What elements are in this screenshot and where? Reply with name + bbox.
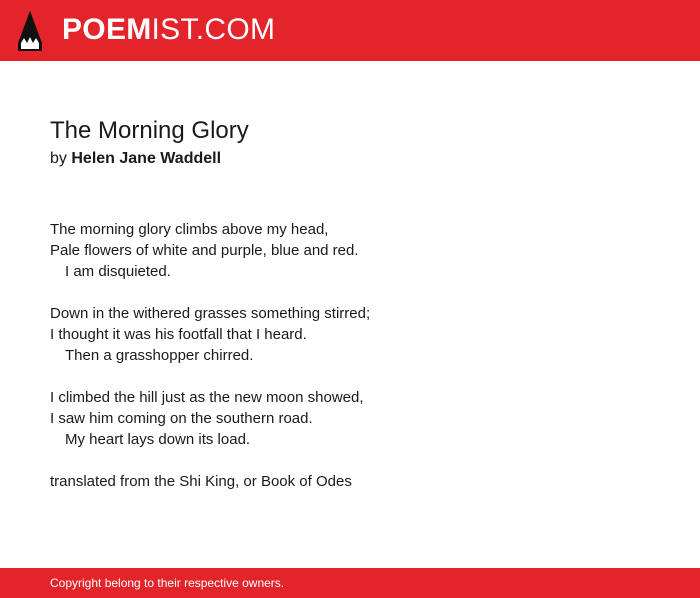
pencil-tip-icon[interactable] (17, 10, 43, 52)
poem-line: I thought it was his footfall that I heard. (50, 326, 307, 343)
copyright-text: Copyright belong to their respective owners. (50, 576, 285, 590)
author-name: Helen Jane Waddell (71, 150, 222, 167)
by-label: by (50, 150, 67, 167)
stanza (50, 387, 650, 450)
poem-line: Down in the withered grasses something stirred; (50, 305, 371, 322)
poem-line: The morning glory climbs above my head, (50, 221, 329, 238)
site-footer (0, 568, 700, 598)
stanza (50, 219, 650, 282)
site-logo[interactable] (62, 12, 275, 48)
translation-note: translated from the Shi King, or Book of Odes (50, 473, 352, 490)
poem-line: I am disquieted. (65, 263, 171, 280)
poem-line: Pale flowers of white and purple, blue and red. (50, 242, 359, 259)
poem-title: The Morning Glory (50, 117, 249, 144)
poem-line: I climbed the hill just as the new moon showed, (50, 389, 364, 406)
poem-line: I saw him coming on the southern road. (50, 410, 313, 427)
stanza (50, 303, 650, 366)
site-header (0, 0, 700, 61)
logo-text-light: IST.COM (151, 13, 276, 46)
poem-content (50, 116, 650, 492)
poem-line: My heart lays down its load. (65, 431, 251, 448)
poem-line: Then a grasshopper chirred. (65, 347, 254, 364)
byline (50, 148, 650, 170)
logo-text-bold: POEM (62, 13, 152, 46)
poem-body (50, 219, 650, 492)
